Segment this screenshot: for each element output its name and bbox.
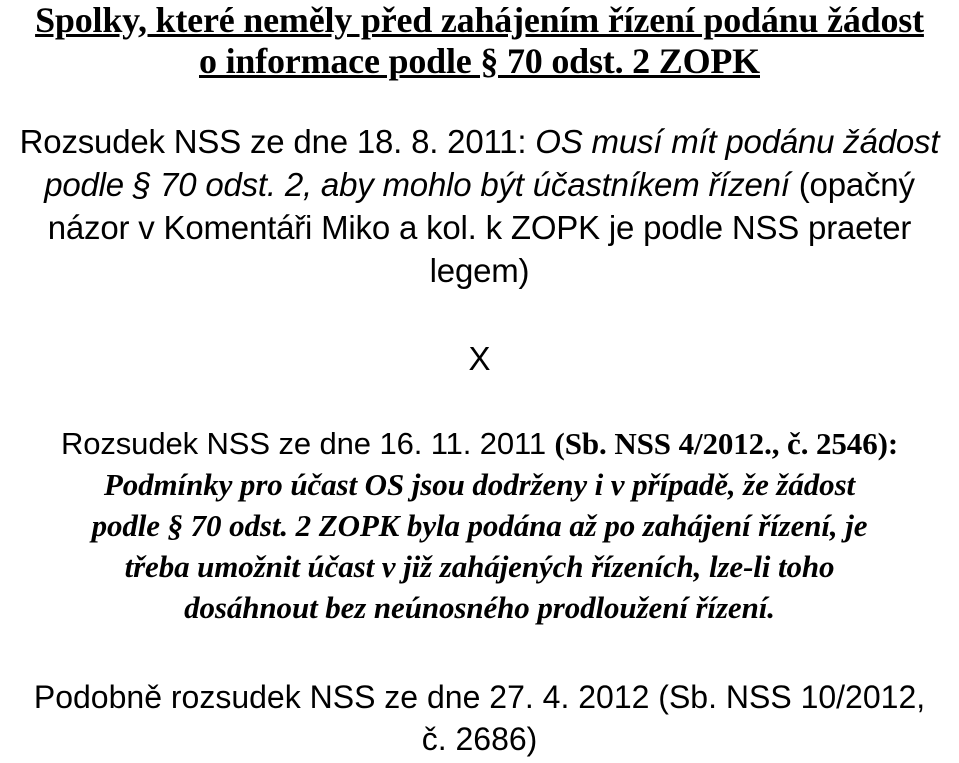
ruling2-lead: Rozsudek NSS ze dne 16. 11. 2011 — [60, 426, 555, 461]
ruling3-line-2: č. 2686) — [421, 721, 538, 757]
ruling2-line-1 — [0, 423, 959, 464]
ruling-2011-november — [0, 423, 959, 628]
ruling1-line-1 — [0, 120, 959, 163]
ruling1-note-part-3: legem) — [429, 252, 530, 289]
ruling1-line-2 — [0, 163, 959, 206]
ruling1-holding-part-2: podle § 70 odst. 2, aby mohlo být účastníkem řízení — [44, 166, 790, 203]
ruling1-lead: Rozsudek NSS ze dne 18. 8. 2011: — [19, 123, 536, 160]
ruling-2012-april — [0, 676, 959, 760]
ruling2-holding-line-4: dosáhnout bez neúnosného prodloužení řízení. — [184, 590, 775, 625]
ruling-2011-august — [0, 120, 959, 292]
ruling1-note-part-2: názor v Komentáři Miko a kol. k ZOPK je podle NSS praeter — [47, 209, 912, 246]
ruling3-line-1: Podobně rozsudek NSS ze dne 27. 4. 2012 (Sb. NSS 10/2012, — [33, 679, 926, 715]
ruling1-holding-part-1: OS musí mít podánu žádost — [535, 123, 940, 160]
heading-line-1: Spolky, které neměly před zahájením řízení podánu žádost — [35, 0, 924, 40]
ruling2-citation: (Sb. NSS 4/2012., č. 2546): — [554, 426, 899, 461]
ruling1-note-part-1: (opačný — [789, 166, 915, 203]
ruling2-holding-line-1: Podmínky pro účast OS jsou dodrženy i v případě, že žádost — [103, 467, 856, 502]
contrast-separator: X — [468, 340, 491, 377]
ruling2-holding-line-2: podle § 70 odst. 2 ZOPK byla podána až po zahájení řízení, je — [91, 508, 868, 543]
slide-heading — [0, 0, 959, 82]
heading-line-2: o informace podle § 70 odst. 2 ZOPK — [199, 41, 760, 81]
ruling2-holding-line-3: třeba umožnit účast v již zahájených řízeních, lze-li toho — [124, 549, 835, 584]
